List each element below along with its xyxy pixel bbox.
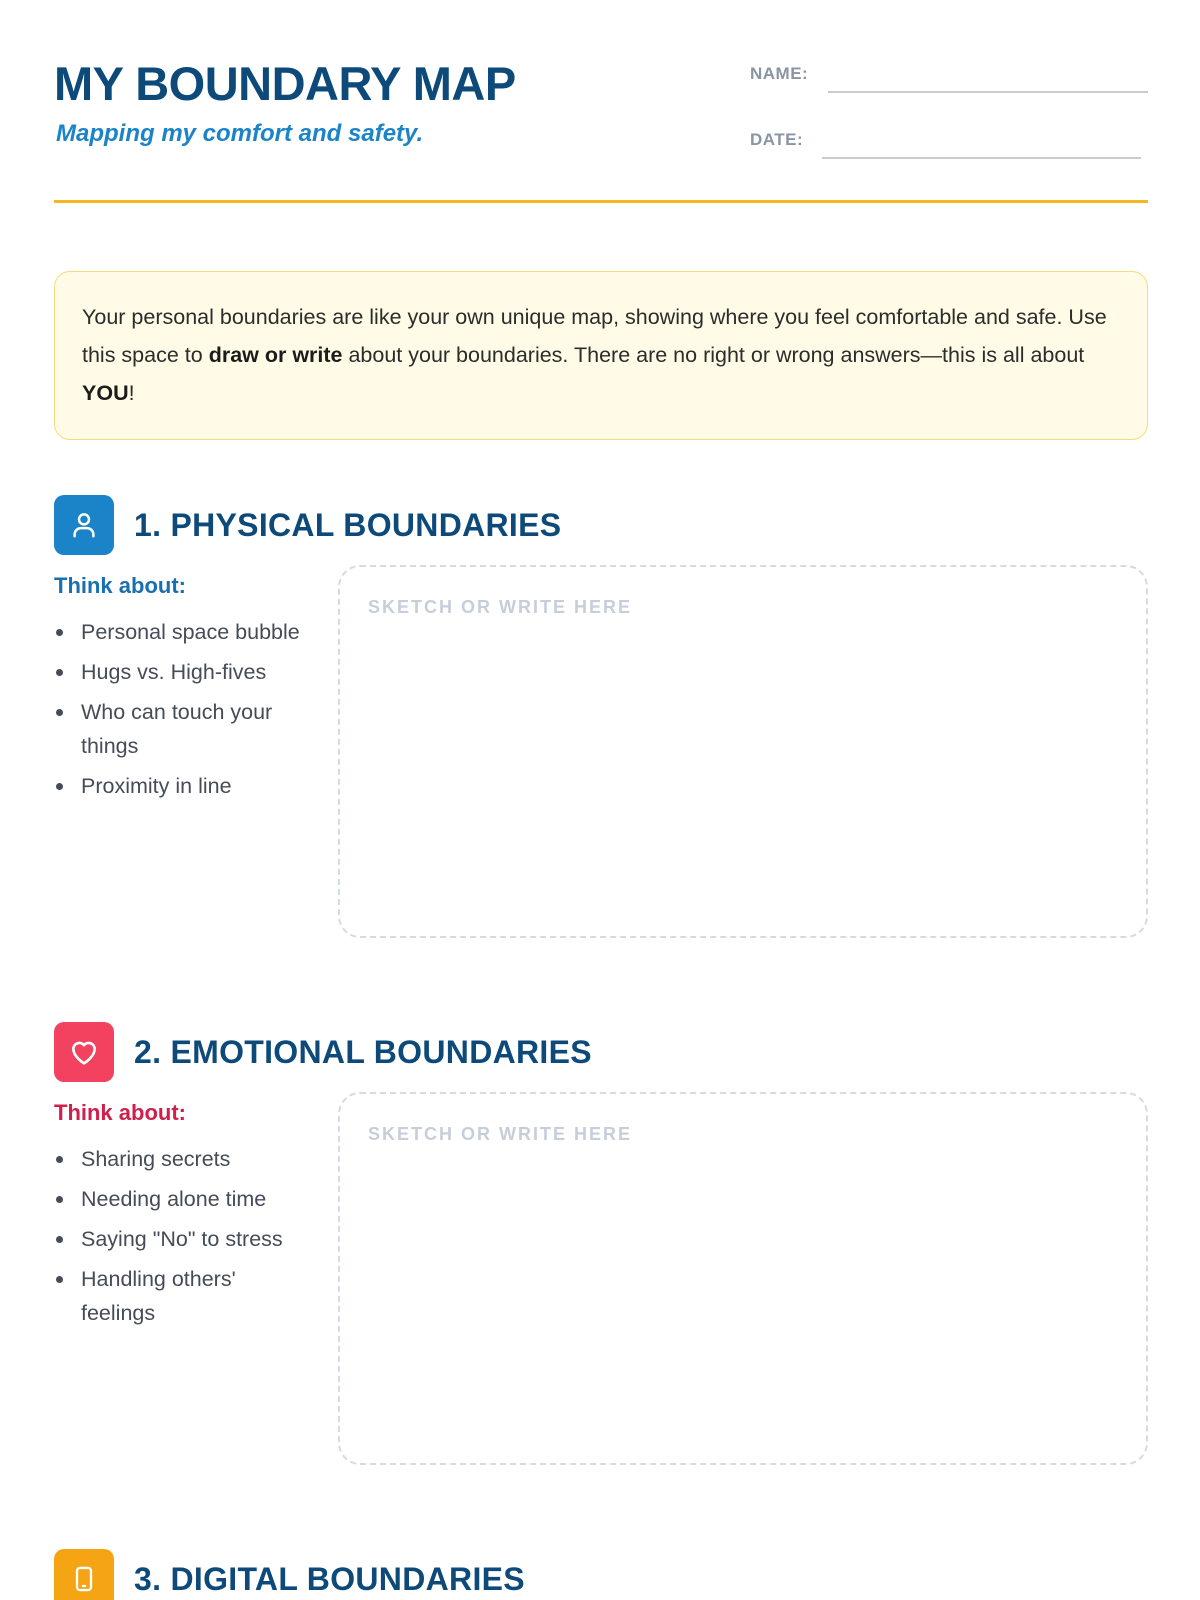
section-emotional [54,1022,1148,1482]
page-title: MY BOUNDARY MAP [54,57,516,110]
intro-box [54,271,1148,440]
think-about-list [54,615,314,809]
sketch-area[interactable] [338,1092,1148,1465]
sketch-placeholder: SKETCH OR WRITE HERE [368,597,633,617]
date-field[interactable] [822,157,1141,159]
intro-text-3: ! [128,381,135,405]
section-title: 2. EMOTIONAL BOUNDARIES [134,1034,592,1070]
page-subtitle: Mapping my comfort and safety. [56,120,424,147]
section-title: 3. DIGITAL BOUNDARIES [134,1561,525,1597]
list-item: Handling others' feelings [54,1262,314,1330]
list-item: Saying "No" to stress [54,1222,314,1256]
think-about-list [54,1142,314,1336]
list-item: Sharing secrets [54,1142,314,1176]
intro-bold-2: YOU [82,381,129,405]
think-about-label: Think about: [54,1100,186,1125]
person-icon [54,495,114,555]
list-item: Hugs vs. High-fives [54,655,314,689]
header-divider [54,200,1148,203]
list-item: Proximity in line [54,769,314,803]
section-physical [54,495,1148,955]
name-field[interactable] [828,91,1148,93]
page-header [54,56,1148,206]
section-title: 1. PHYSICAL BOUNDARIES [134,507,562,543]
sketch-area[interactable] [338,565,1148,938]
list-item: Personal space bubble [54,615,314,649]
section-digital [54,1549,1148,1600]
phone-icon [54,1549,114,1600]
list-item: Who can touch your things [54,695,314,763]
sketch-placeholder: SKETCH OR WRITE HERE [368,1124,633,1144]
list-item: Needing alone time [54,1182,314,1216]
think-about-label: Think about: [54,573,186,598]
name-label: NAME: [750,64,809,83]
date-label: DATE: [750,130,804,149]
intro-text-2: about your boundaries. There are no right or wrong answers—this is all about [342,343,1085,367]
intro-bold-1: draw or write [208,343,343,367]
heart-icon [54,1022,114,1082]
intro-text-1: Your personal boundaries are like your own unique map, showing where you feel comfortable and safe. Use this space to [82,305,1107,367]
